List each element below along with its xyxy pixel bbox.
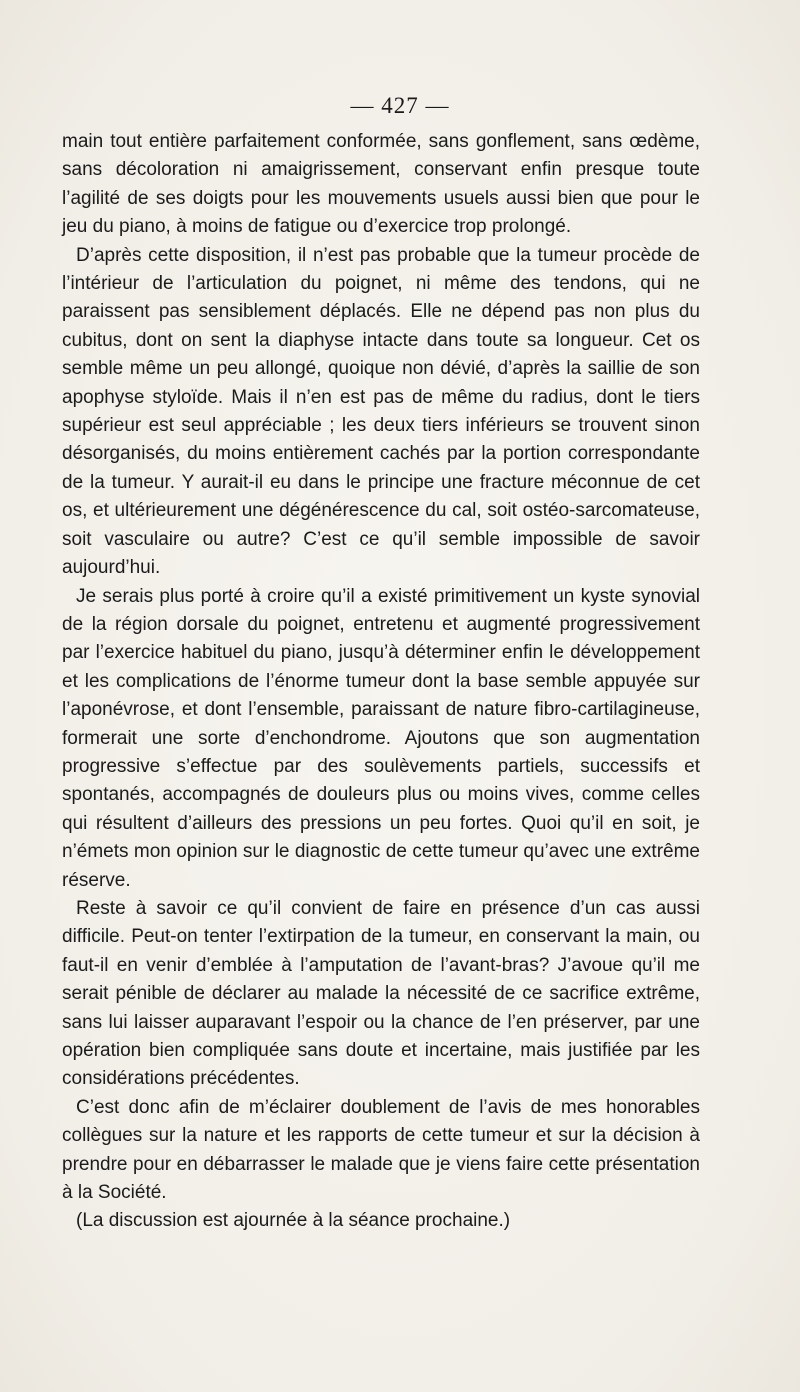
paragraph-adjournment: (La discussion est ajournée à la séance prochaine.) (76, 1210, 511, 1232)
paragraph-presentation: C’est donc afin de m’éclairer doublement de l’avis de mes honorables collègues sur la nature et les rapports de cette tumeur et sur la décision à prendre pour en débarrasser le malade que je viens faire cette présentation à la Société. (62, 1096, 700, 1204)
body-text (62, 128, 700, 1236)
paragraph-disposition: D’après cette disposition, il n’est pas probable que la tumeur procède de l’intérieur de l’articulation du poignet, ni même des tendons, qui ne paraissent pas sensiblement déplacés. Elle ne dépend pas non plus du cubitus, dont on sent la diaphyse intacte dans toute sa longueur. Cet os semble même un peu allongé, quoique non dévié, d’après la saillie de son apophyse styloïde. Mais il n’en est pas de même du radius, dont le tiers supérieur est seul appréciable ; les deux tiers inférieurs se trouvent sinon désorganisés, du moins entièrement cachés par la portion correspondante de la tumeur. Y aurait-il eu dans le principe une fracture méconnue de cet os, et ultérieurement une dégénérescence du cal, soit ostéo-sarcomateuse, soit vasculaire ou autre? C’est ce qu’il semble impossible de savoir aujourd’hui. (62, 244, 700, 579)
paragraph-continuation: main tout entière parfaitement conformée, sans gonflement, sans œdème, sans décoloration ni amaigrissement, conservant enfin presque toute l’agilité de ses doigts pour les mouvements usuels aussi bien que pour le jeu du piano, à moins de fatigue ou d’exercice trop prolongé. (62, 131, 700, 238)
paragraph-treatment-question: Reste à savoir ce qu’il convient de faire en présence d’un cas aussi difficile. Peut-on tenter l’extirpation de la tumeur, en conservant la main, ou faut-il en venir d’emblée à l’amputation de l’avant-bras? J’avoue qu’il me serait pénible de déclarer au malade la nécessité de ce sacrifice extrême, sans lui laisser auparavant l’espoir ou la chance de l’en préserver, par une opération bien compliquée sans doute et incertaine, mais justifiée par les considérations précédentes. (62, 897, 700, 1090)
paragraph-hypothesis: Je serais plus porté à croire qu’il a existé primitivement un kyste synovial de la région dorsale du poignet, entretenu et augmenté progressivement par l’exercice habituel du piano, jusqu’à déterminer enfin le développement et les complications de l’énorme tumeur dont la base semble appuyée sur l’aponévrose, et dont l’ensemble, paraissant de nature fibro-cartilagineuse, formerait une sorte d’enchondrome. Ajoutons que son augmentation progressive s’effectue par des soulèvements partiels, successifs et spontanés, accompagnés de douleurs plus ou moins vives, comme celles qui résultent d’ailleurs des pressions un peu fortes. Quoi qu’il en soit, je n’émets mon opinion sur le diagnostic de cette tumeur qu’avec une extrême réserve. (62, 585, 700, 891)
page-number: — 427 — (350, 93, 450, 118)
